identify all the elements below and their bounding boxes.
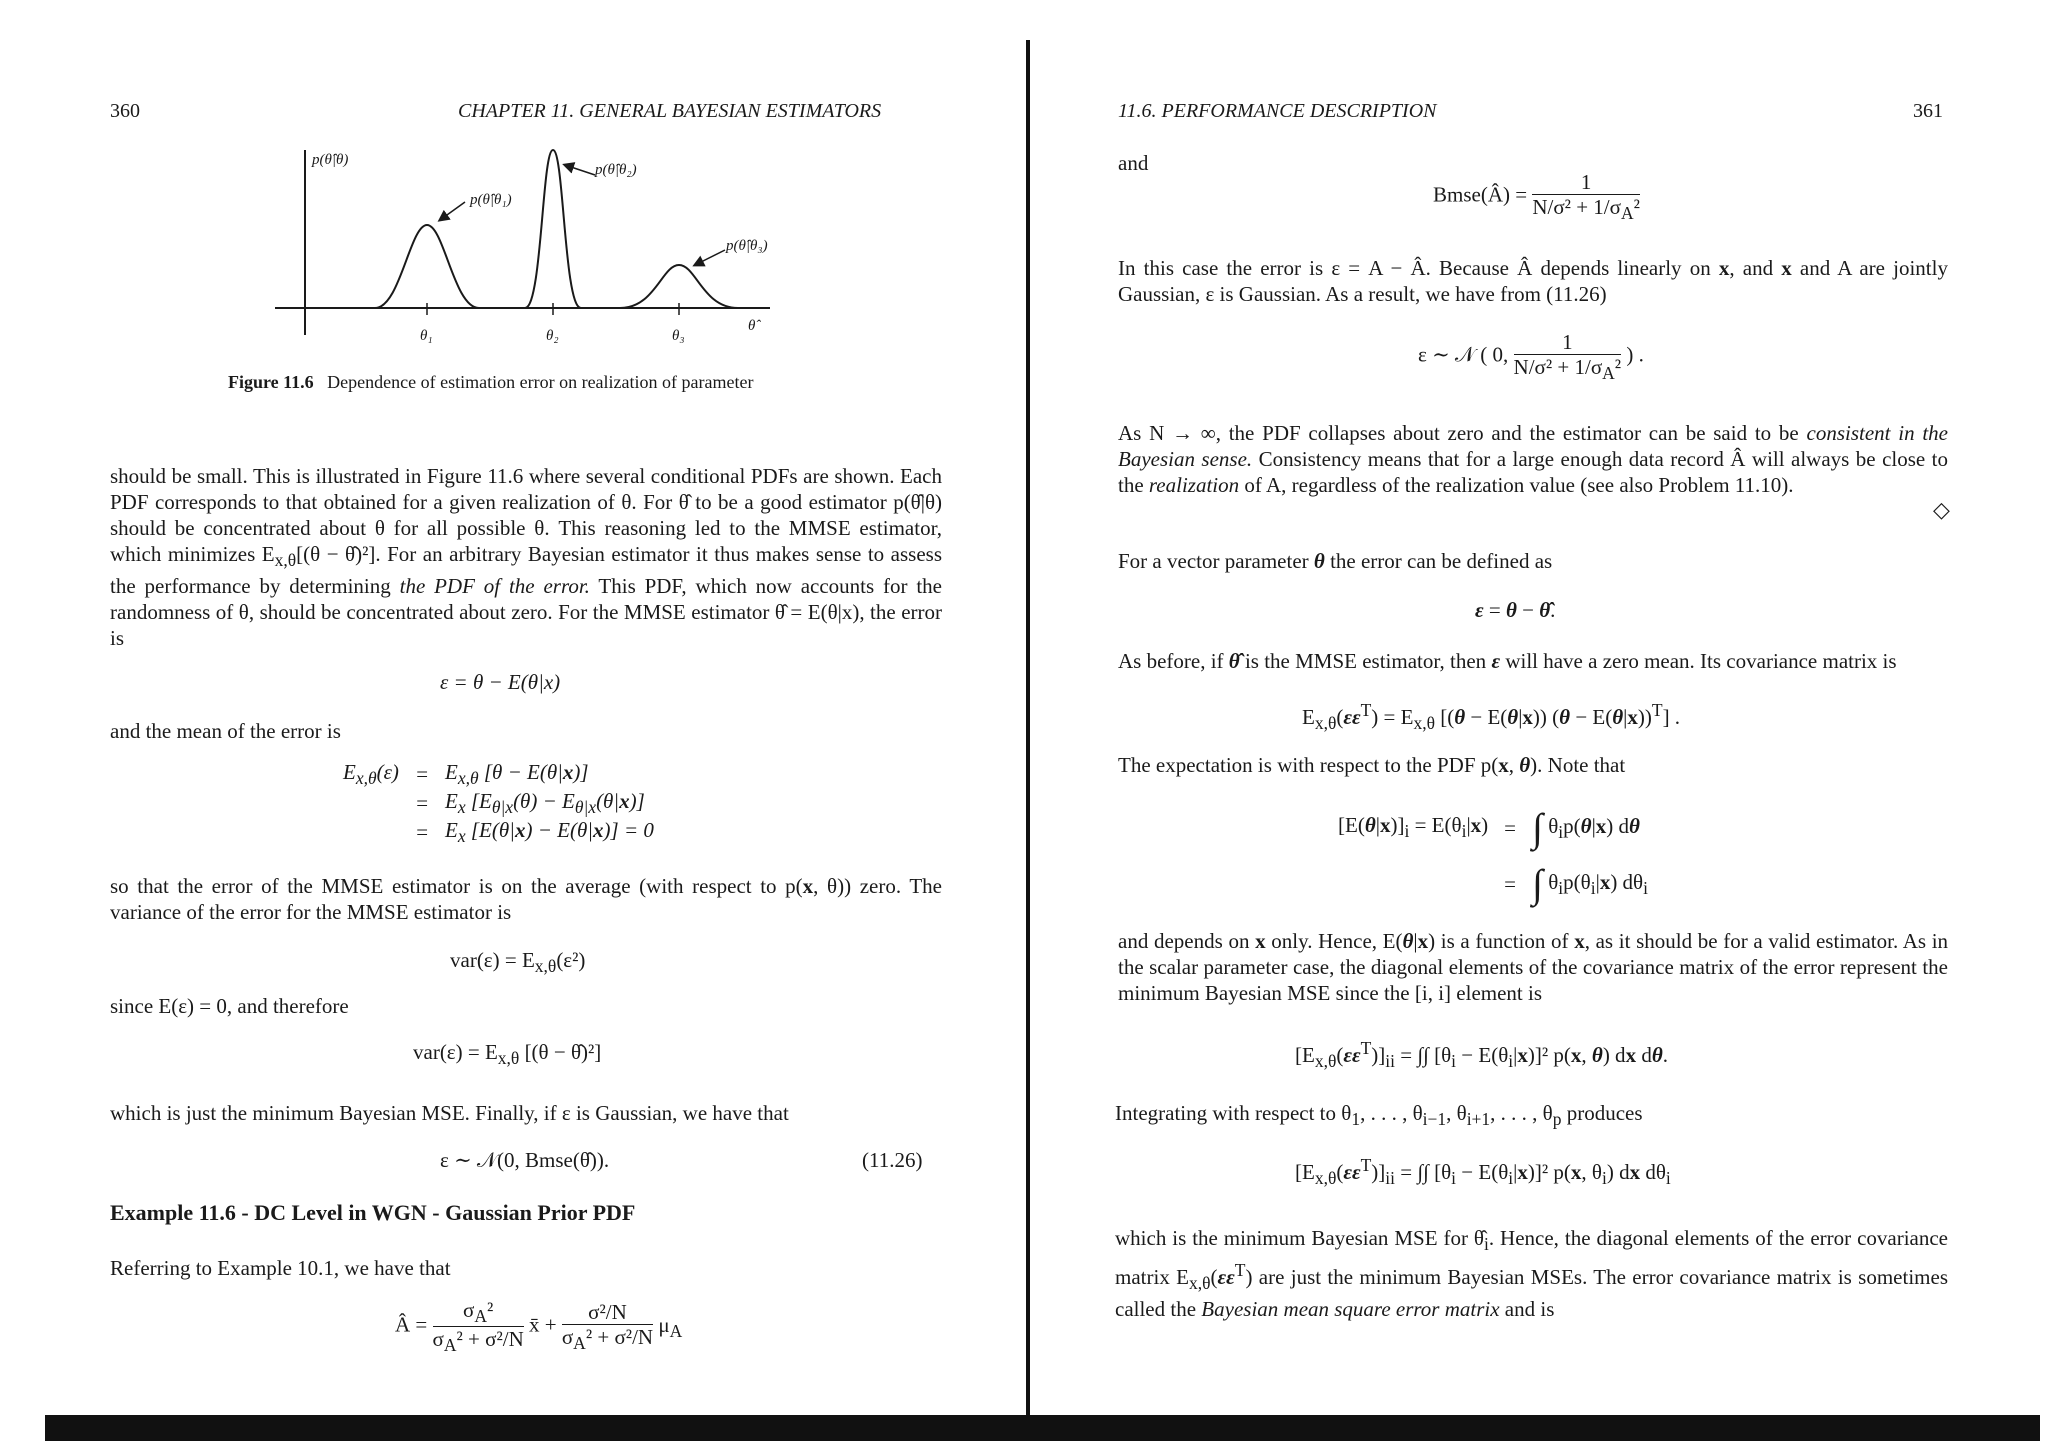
tick-label-theta2: θ₂ — [546, 328, 559, 344]
eq-mean-row-1: $E_{x,\theta}$ [θ − E(θ|x)] — [445, 760, 589, 789]
figure-11-6 — [270, 140, 790, 350]
curve-label-theta2: p(θ̂|θ₂) — [595, 162, 637, 178]
eq-bmse-num: 1 — [1580, 170, 1592, 194]
figure-caption — [228, 370, 758, 394]
eq-conditional-array: $[E(\theta|x)]_i = E(\theta_i|x)$ = ∫ $\theta_ip(\theta|x)$ dθ = ∫ $\theta_ip(\theta_i|x)$ $d\theta_i$ — [1330, 800, 1656, 912]
eq-a-hat-frac-1 — [433, 1298, 524, 1356]
eq-vector-error: ε = θ − θ̂. — [1475, 598, 1556, 622]
pdf-curve-theta1 — [375, 225, 479, 308]
eq-cond-row-2: $\theta_ip(\theta_i|x)$ $d\theta_i$ — [1548, 869, 1648, 898]
eq-mean-row-2: $E_x$ $[E_{\theta|x}(\theta) - E_{\theta|x}(\theta|x)]$ — [445, 789, 645, 818]
right-page-number: 361 — [1913, 100, 1943, 122]
eq-bmse-lhs: Bmse(Â) = — [1433, 182, 1528, 207]
eq-a-hat-end: $\mu_A$ — [658, 1312, 683, 1341]
qed-diamond: ◇ — [1933, 497, 1950, 522]
eq-a-hat-lhs: Â = — [395, 1312, 428, 1337]
text-which-is-just: which is just the minimum Bayesian MSE. Finally, if ε is Gaussian, we have that — [110, 1101, 789, 1125]
text-since: since E(ε) = 0, and therefore — [110, 994, 349, 1018]
example-11-6-heading: Example 11.6 - DC Level in WGN - Gaussian Prior PDF — [110, 1200, 636, 1225]
eq-mean-row-3: $E_x$ [E(θ|x) − E(θ|x)] = 0 — [445, 818, 654, 847]
eq-error-definition: ε = θ − E(θ|x) — [440, 670, 561, 694]
eq-epsilon-lhs: ε ∼ 𝒩 ( 0, — [1418, 342, 1509, 367]
eq-a-hat-num-1: $\sigma_A^2$ — [463, 1298, 494, 1327]
eq-cond-row-1: $\theta_ip(\theta|x)$ dθ — [1548, 813, 1640, 842]
eq-epsilon-den: $N/\sigma^2 + 1/\sigma_A^2$ — [1513, 355, 1622, 384]
eq-number-11-26: (11.26) — [862, 1148, 923, 1172]
figure-y-axis-label: p(θ̂|θ) — [312, 152, 349, 168]
eq-a-hat — [395, 1298, 682, 1356]
right-paragraph-before: As before, if θ̂ is the MMSE estimator, then ε will have a zero mean. Its covariance matrix is — [1118, 649, 1897, 673]
eq-a-hat-den-1: $\sigma_A^2 + \sigma^2/N$ — [432, 1327, 524, 1356]
eq-gaussian-error: ε ∼ 𝒩(0, Bmse(θ̂)). — [440, 1148, 610, 1172]
text-integrating: Integrating with respect to $\theta_1$, . . . , $\theta_{i-1}$, $\theta_{i+1}$, . . . , $\theta_p$ produces — [1115, 1101, 1643, 1130]
eq-epsilon-num: 1 — [1562, 330, 1573, 354]
text-expectation: The expectation is with respect to the PDF p(x, θ). Note that — [1118, 753, 1626, 777]
eq-mean-lhs: $E_{x,\theta}(\varepsilon)$ — [343, 760, 399, 789]
arrow-curve3 — [695, 250, 725, 265]
text-vector-parameter: For a vector parameter θ the error can be defined as — [1118, 549, 1553, 573]
x-axis-label: θ̂ — [748, 318, 756, 334]
tick-label-theta1: θ₁ — [420, 328, 433, 344]
eq-diagonal-2: $[E_{x,\theta}(\varepsilon\varepsilon^T)]_{ii}$ = ∫∫ $[\theta_i - E(\theta_i|x)]^2$ p(x, $\theta_i$) dx $d\theta_i$ — [1295, 1155, 1671, 1189]
left-paragraph-2: so that the error of the MMSE estimator is on the average (with respect to p(x, θ)) zero. The variance of the error for the MMSE estimator is — [110, 874, 942, 924]
figure-11-6-plot — [270, 140, 790, 350]
book-spine — [1026, 40, 1030, 1420]
pdf-curve-theta3 — [620, 265, 738, 308]
arrow-curve2 — [565, 165, 595, 175]
integral-icon: ∫ — [1532, 861, 1543, 906]
pdf-curve-theta2 — [525, 150, 581, 308]
eq-variance-2: $var(\varepsilon) = E_{x,\theta}$ [(θ − θ̂)²] — [413, 1040, 602, 1069]
eq-a-hat-frac-2 — [562, 1300, 653, 1353]
eq-a-hat-mid: x̄ + — [529, 1312, 557, 1337]
eq-epsilon-end: ) . — [1626, 342, 1644, 367]
right-paragraph-depends: and depends on x only. Hence, E(θ|x) is a function of x, as it should be for a valid estimator. As in the scalar parameter case, the diagonal elements of the covariance matrix of the error represent the minimum Bayesian MSE since the [i, i] element is — [1118, 929, 1949, 1005]
arrow-curve1 — [440, 202, 465, 220]
right-paragraph-final: which is the minimum Bayesian MSE for $\thetâ_i$. Hence, the diagonal elements of the error covariance matrix $E_{x,\theta}(\varepsilon\varepsilon^T)$ are just the minimum Bayesian MSEs. The error covariance matrix is sometimes called the Bayesian mean square error matrix and is — [1115, 1226, 1948, 1322]
eq-bmse-frac — [1532, 170, 1640, 223]
text-referring: Referring to Example 10.1, we have that — [110, 1256, 451, 1280]
curve-label-theta3: p(θ̂|θ₃) — [726, 238, 768, 254]
left-running-head: CHAPTER 11. GENERAL BAYESIAN ESTIMATORS — [458, 100, 882, 122]
right-paragraph-error: In this case the error is ε = A − Â. Because Â depends linearly on x, and x and A are jointly Gaussian, ε is Gaussian. As a result, we have from (11.26) — [1118, 256, 1948, 306]
figure-caption-label: Figure 11.6 — [228, 372, 314, 392]
eq-covariance: $E_{x,\theta}(\varepsilon\varepsilon^T) = E_{x,\theta}$ [(θ − E(θ|x)) $(\theta - E(\theta|x))^T$] . — [1302, 700, 1681, 734]
eq-a-hat-den-2: $\sigma_A^2 + \sigma^2/N$ — [561, 1325, 654, 1354]
eq-epsilon-frac — [1514, 330, 1622, 383]
left-page-number: 360 — [110, 100, 140, 122]
curve-label-theta1: p(θ̂|θ₁) — [470, 192, 512, 208]
text-and: and — [1118, 151, 1149, 175]
right-running-head: 11.6. PERFORMANCE DESCRIPTION — [1118, 100, 1437, 122]
text-mean-of-error: and the mean of the error is — [110, 719, 341, 743]
eq-diagonal-1: $[E_{x,\theta}(\varepsilon\varepsilon^T)]_{ii}$ = ∫∫ $[\theta_i - E(\theta_i|x)]^2$ p(x, θ) dx dθ. — [1295, 1038, 1668, 1072]
eq-epsilon-gaussian — [1418, 330, 1644, 383]
integral-icon: ∫ — [1532, 805, 1543, 850]
eq-cond-lhs: $[E(\theta|x)]_i = E(\theta_i|x)$ — [1338, 813, 1489, 842]
right-paragraph-consistent: As N → ∞, the PDF collapses about zero and the estimator can be said to be consistent in the Bayesian sense. Consistency means that for a large enough data record Â will always be close to the realization of A, regardless of the realization value (see also Problem 11.10). — [1118, 421, 1948, 497]
scan-bottom-edge — [45, 1415, 2040, 1441]
tick-label-theta3: θ₃ — [672, 328, 685, 344]
eq-mean-array: $E_{x,\theta}(\varepsilon)$ = $E_{x,\theta}$ [θ − E(θ|x)] = $E_x$ $[E_{\theta|x}(\theta) - E_{\theta|x}(\theta|x)]$ = $E_x$ [E(θ|x) − E(θ|x)] = 0 — [335, 760, 662, 848]
figure-caption-text: Dependence of estimation error on realization of parameter — [327, 372, 754, 392]
eq-bmse-den: $N/\sigma^2 + 1/\sigma_A^2$ — [1532, 195, 1640, 224]
eq-bmse — [1433, 170, 1640, 223]
eq-variance-1: $var(\varepsilon) = E_{x,\theta}(\varepsilon^2)$ — [450, 948, 586, 977]
eq-a-hat-num-2: σ²/N — [588, 1300, 627, 1325]
left-paragraph-1: should be small. This is illustrated in Figure 11.6 where several conditional PDFs are shown. Each PDF corresponds to that obtained for a given realization of θ. For θ̂ to be a good estimator p(θ̂|θ) should be concentrated about θ for all possible θ. This reasoning led to the MMSE estimator, which minimizes $E_{x,\theta}[(\theta$ − θ̂)²]. For an arbitrary Bayesian estimator it thus makes sense to assess the performance by determining the PDF of the error. This PDF, which now accounts for the randomness of θ, should be concentrated about zero. For the MMSE estimator θ̂ = E(θ|x), the error is — [110, 464, 942, 651]
